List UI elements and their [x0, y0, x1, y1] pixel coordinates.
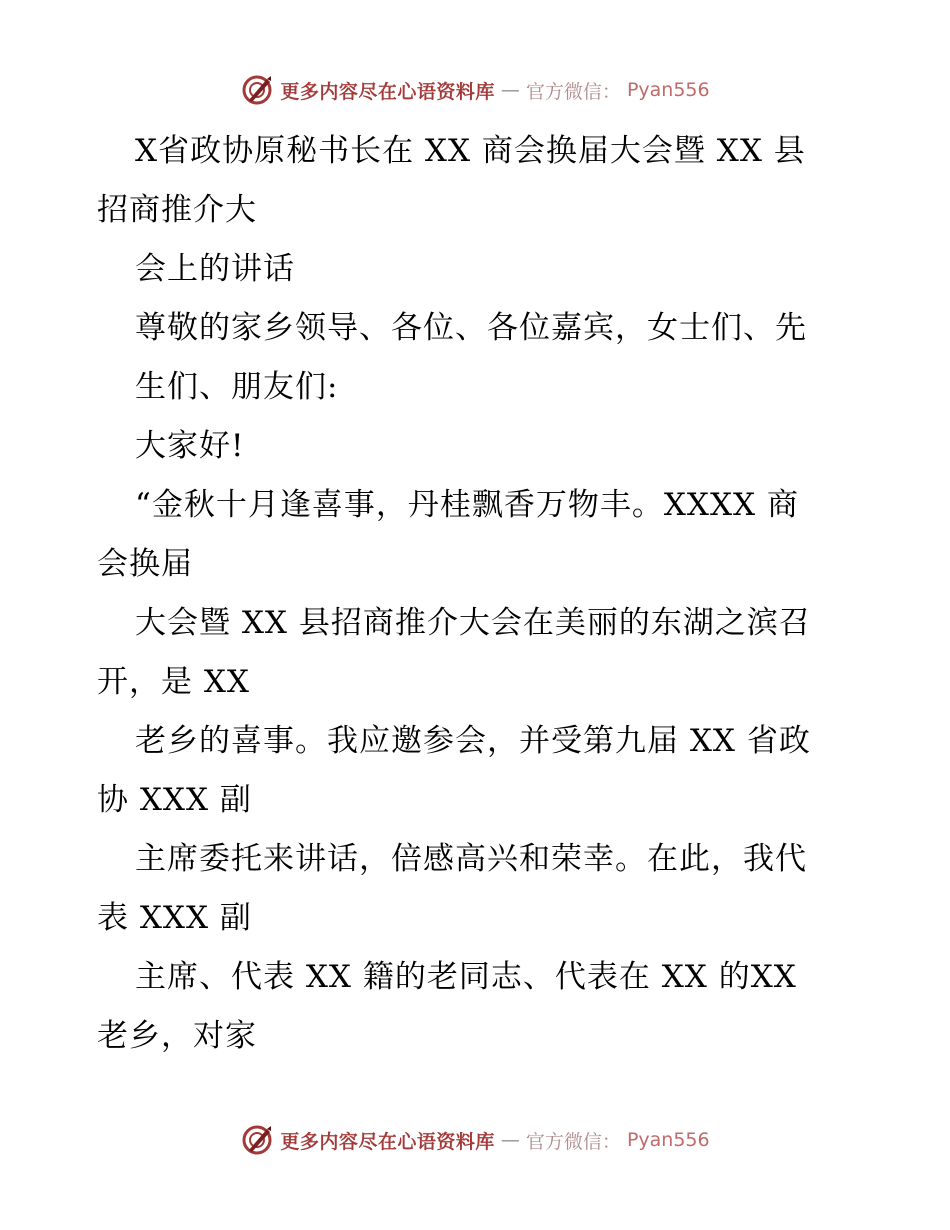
text-line: 尊敬的家乡领导、各位、各位嘉宾，女士们、先 — [135, 310, 807, 346]
document-body — [97, 122, 857, 1066]
text-line: 协 XXX 副 — [97, 782, 252, 818]
footer-watermark — [0, 1120, 950, 1160]
text-line: “金秋十月逢喜事，丹桂飘香万物丰。XXXX 商 — [135, 487, 799, 523]
text-line: 表 XXX 副 — [97, 900, 252, 936]
text-line: 老乡的喜事。我应邀参会，并受第九届 XX 省政 — [135, 723, 811, 759]
text-line: 会换届 — [97, 546, 193, 582]
text-line: 生们、朋友们: — [135, 369, 339, 405]
text-line: 主席、代表 XX 籍的老同志、代表在 XX 的XX — [135, 959, 797, 995]
watermark-separator: — — [500, 79, 520, 101]
watermark-wechat-id: Pyan556 — [626, 1129, 710, 1151]
text-line: X省政协原秘书长在 XX 商会换届大会暨 XX 县 — [135, 133, 806, 169]
text-line: 开，是 XX — [97, 664, 250, 700]
watermark-wechat-label: 官方微信： — [525, 80, 621, 103]
text-line: 大家好! — [135, 428, 245, 464]
quill-logo-icon — [240, 73, 274, 107]
watermark-wechat-id: Pyan556 — [626, 79, 710, 101]
text-line: 会上的讲话 — [135, 251, 295, 287]
text-line: 主席委托来讲话，倍感高兴和荣幸。在此，我代 — [135, 841, 807, 877]
quill-logo-icon — [240, 1123, 274, 1157]
watermark-wechat-label: 官方微信： — [525, 1130, 621, 1153]
watermark-separator: — — [500, 1129, 520, 1151]
text-line: 大会暨 XX 县招商推介大会在美丽的东湖之滨召 — [135, 605, 811, 641]
header-watermark — [0, 70, 950, 110]
watermark-brand: 更多内容尽在心语资料库 — [280, 80, 495, 103]
watermark-brand: 更多内容尽在心语资料库 — [280, 1130, 495, 1153]
text-line: 招商推介大 — [97, 192, 257, 228]
text-line: 老乡，对家 — [97, 1018, 257, 1054]
